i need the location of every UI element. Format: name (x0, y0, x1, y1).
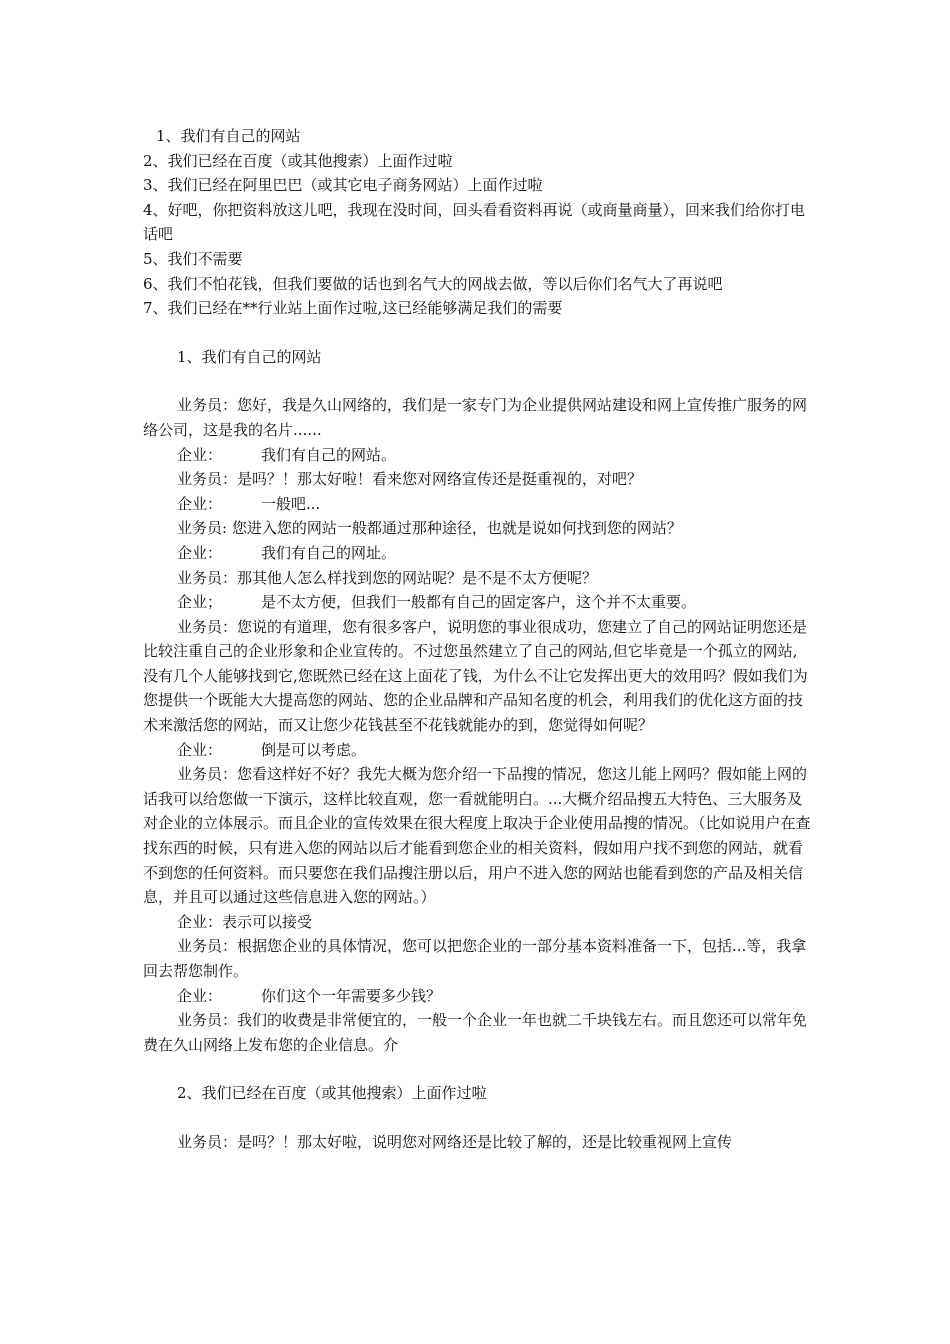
speaker-label: 企业； (177, 593, 223, 612)
dialog-line-company (143, 984, 811, 1009)
dialog-line: 业务员: 您进入您的网站一般都通过那种途径，也就是说如何找到您的网站？ (177, 519, 682, 538)
speaker-label: 企业： (177, 543, 223, 562)
dialog-line: 业务员：您说的有道理，您有很多客户，说明您的事业很成功，您建立了自己的网站证明您还是比较注重自己的企业形象和企业宣传的。不过您虽然建立了自己的网站,但它毕竟是一个孤立的网站,没有几个人能够找到它,您既然已经在这上面花了钱，为什么不让它发挥出更大的效用吗？假如我们为您提供一个既能大大提高您的网站、您的企业品牌和产品知名度的机会，利用我们的优化这方面的技术来激活您的网站，而又让您少花钱甚至不花钱就能办的到，您觉得如何呢？ (143, 617, 808, 735)
section-2-heading: 2、我们已经在百度（或其他搜索）上面作过啦 (177, 1084, 487, 1103)
dialog-text: 是不太方便，但我们一般都有自己的固定客户，这个并不太重要。 (261, 593, 697, 612)
dialog-line-company (143, 443, 811, 468)
list-item-5: 5、我们不需要 (143, 249, 243, 268)
dialog-line-company (143, 590, 811, 615)
list-item-1: 1、我们有自己的网站 (156, 127, 301, 145)
section-1-heading: 1、我们有自己的网站 (177, 347, 322, 366)
dialog-text: 我们有自己的网站。 (261, 445, 397, 464)
dialog-line-company (143, 492, 811, 517)
dialog-line-company (143, 738, 811, 763)
speaker-label: 企业： (177, 445, 223, 464)
dialog-text: 我们有自己的网址。 (261, 543, 397, 562)
speaker-label: 企业： (177, 740, 223, 759)
list-item-6: 6、我们不怕花钱，但我们要做的话也到名气大的网战去做，等以后你们名气大了再说吧 (143, 274, 723, 293)
spacer (143, 369, 811, 393)
dialog-line: 业务员：我们的收费是非常便宜的，一般一个企业一年也就二千块钱左右。而且您还可以常年免费在久山网络上发布您的企业信息。介 (143, 1011, 808, 1054)
dialog-line-company (143, 541, 811, 566)
list-item-7: 7、我们已经在**行业站上面作过啦,这已经能够满足我们的需要 (143, 299, 563, 318)
dialog-line: 业务员：根据您企业的具体情况，您可以把您企业的一部分基本资料准备一下，包括...等，我拿回去帮您制作。 (143, 937, 807, 980)
document-page (143, 124, 811, 1155)
dialog-line: 业务员：您看这样好不好？我先大概为您介绍一下品搜的情况，您这儿能上网吗？假如能上网的话我可以给您做一下演示，这样比较直观，您一看就能明白。...大概介绍品搜五大特色、三大服务及对企业的立体展示。而且企业的宣传效果在很大程度上取决于企业使用品搜的情况。（比如说用户在查找东西的时候，只有进入您的网站以后才能看到您企业的相关资料，假如用户找不到您的网站，就看不到您的任何资料。而只要您在我们品搜注册以后，用户不进入您的网站也能看到您的产品及相关信息，并且可以通过这些信息进入您的网站。） (143, 765, 811, 907)
list-item-2: 2、我们已经在百度（或其他搜索）上面作过啦 (143, 151, 453, 170)
dialog-line: 业务员：那其他人怎么样找到您的网站呢？是不是不太方便呢？ (177, 568, 598, 587)
dialog-line: 业务员：您好，我是久山网络的，我们是一家专门为企业提供网站建设和网上宣传推广服务的网络公司，这是我的名片...... (143, 396, 808, 439)
speaker-label: 企业： (177, 986, 223, 1005)
spacer (143, 1106, 811, 1130)
dialog-text: 倒是可以考虑。 (261, 740, 367, 759)
list-item-3: 3、我们已经在阿里巴巴（或其它电子商务网站）上面作过啦 (143, 176, 543, 195)
speaker-label: 企业： (177, 494, 223, 513)
dialog-line: 业务员：是吗？！那太好啦！看来您对网络宣传还是挺重视的，对吧？ (177, 470, 643, 489)
dialog-line: 企业：表示可以接受 (177, 912, 313, 931)
list-item-4: 4、好吧，你把资料放这儿吧，我现在没时间，回头看看资料再说（或商量商量），回来我们给你打电话吧 (143, 200, 806, 244)
dialog-text: 一般吧... (261, 494, 321, 513)
spacer (143, 1057, 811, 1081)
spacer (143, 321, 811, 345)
dialog-line: 业务员：是吗？！那太好啦，说明您对网络还是比较了解的，还是比较重视网上宣传 (177, 1132, 733, 1151)
dialog-text: 你们这个一年需要多少钱？ (261, 986, 442, 1005)
